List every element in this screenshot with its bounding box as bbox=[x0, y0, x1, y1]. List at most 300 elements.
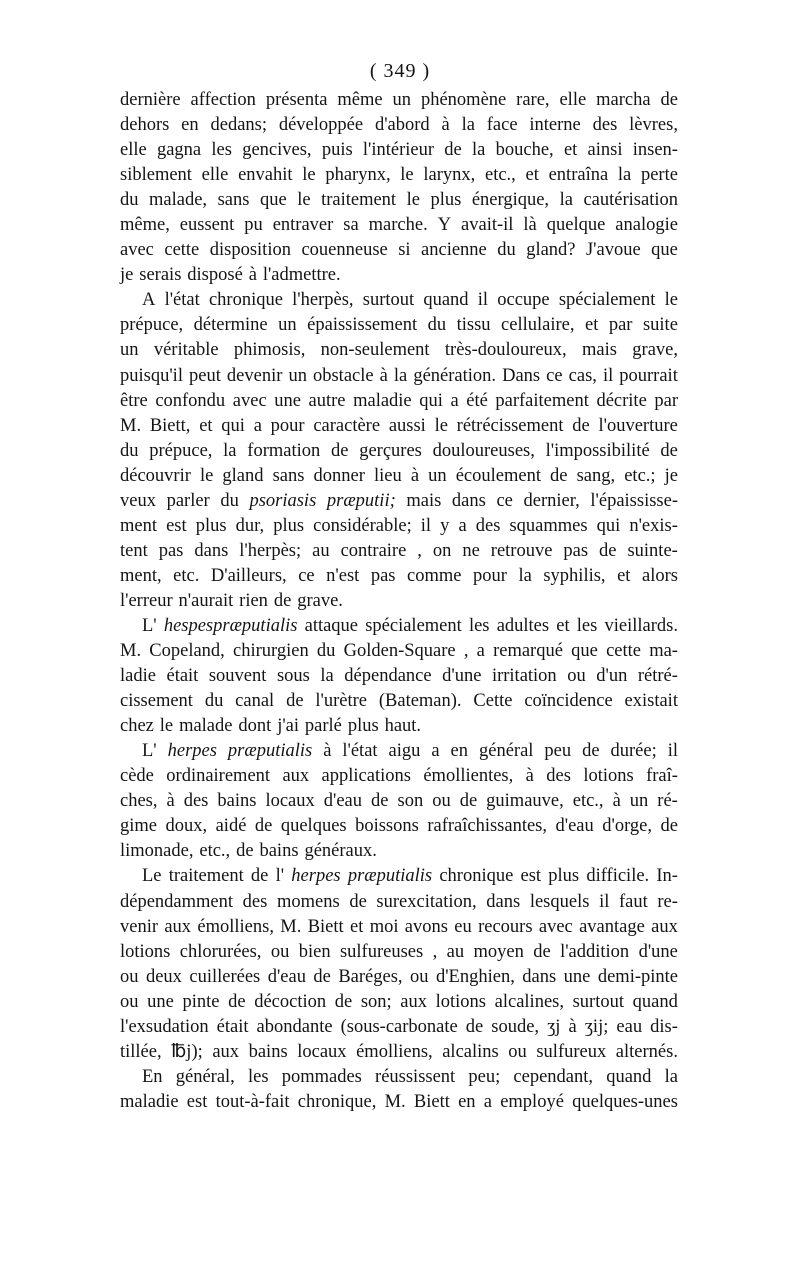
word: les bbox=[576, 615, 598, 636]
word: dehors bbox=[120, 115, 170, 136]
word: interne bbox=[529, 115, 581, 136]
word: syphilis, bbox=[543, 565, 606, 586]
word: de bbox=[660, 816, 678, 837]
text-line bbox=[120, 990, 678, 1015]
word: marcha bbox=[596, 90, 651, 110]
text-line bbox=[120, 614, 678, 639]
word: si bbox=[398, 240, 411, 261]
text-line bbox=[120, 313, 678, 338]
word: adultes bbox=[496, 615, 550, 636]
word: l' bbox=[275, 866, 285, 887]
word: moyen bbox=[473, 941, 524, 962]
text-line bbox=[120, 338, 678, 363]
word: etc., bbox=[199, 841, 231, 862]
word: je bbox=[664, 465, 678, 486]
text-line bbox=[120, 364, 678, 389]
text-line bbox=[120, 138, 678, 163]
word: lotions bbox=[583, 766, 634, 787]
word: dépendance bbox=[344, 666, 432, 687]
word: son; bbox=[360, 991, 392, 1012]
word: prépuce, bbox=[149, 440, 213, 461]
word: affection bbox=[190, 90, 256, 110]
word: la bbox=[393, 365, 408, 386]
word: émollientes, bbox=[423, 766, 514, 787]
word: même, bbox=[120, 215, 170, 236]
word: général bbox=[478, 741, 534, 762]
text-line bbox=[120, 113, 678, 138]
word: pas bbox=[158, 540, 184, 561]
word: attaque bbox=[304, 615, 359, 636]
word: je bbox=[120, 265, 134, 286]
word: dur, bbox=[235, 515, 265, 536]
word: surtout bbox=[362, 290, 415, 311]
word: l'addition bbox=[560, 941, 630, 962]
word: aux bbox=[282, 766, 310, 787]
word: la bbox=[518, 565, 532, 586]
word: tent bbox=[120, 540, 148, 561]
word: du bbox=[204, 691, 224, 712]
word: que bbox=[571, 641, 598, 662]
word: herpes bbox=[167, 741, 217, 762]
word: même bbox=[337, 90, 383, 110]
text-line bbox=[120, 514, 678, 539]
word: ou bbox=[410, 966, 429, 987]
word: souvent bbox=[208, 666, 267, 687]
word: gland? bbox=[526, 240, 576, 261]
word: quand bbox=[606, 1066, 652, 1087]
word: et bbox=[525, 165, 539, 186]
word: præputialis bbox=[227, 741, 313, 762]
text-line bbox=[120, 238, 678, 263]
text-line bbox=[120, 288, 678, 313]
word: sang, bbox=[576, 465, 616, 486]
word: un bbox=[120, 340, 139, 361]
word: Copeland, bbox=[149, 641, 225, 662]
word: formation bbox=[247, 440, 321, 461]
word: le bbox=[297, 190, 311, 211]
text-line bbox=[120, 965, 678, 990]
word: l'urètre bbox=[315, 691, 367, 712]
text-line bbox=[120, 464, 678, 489]
word: n'aurait bbox=[178, 590, 234, 611]
word: de bbox=[236, 841, 254, 862]
word: écoulement bbox=[455, 465, 541, 486]
word: en bbox=[181, 115, 199, 136]
word: surexcitation, bbox=[376, 891, 477, 912]
word: couenneuse bbox=[301, 240, 388, 261]
word: re- bbox=[657, 891, 678, 912]
word: aigu bbox=[388, 741, 421, 762]
word: avec bbox=[120, 240, 154, 261]
word: haut. bbox=[384, 716, 422, 737]
word: recours bbox=[478, 916, 533, 937]
word: les bbox=[247, 1066, 269, 1087]
text-line bbox=[120, 489, 678, 514]
word: qui bbox=[221, 415, 245, 436]
word: à bbox=[248, 265, 257, 286]
word: M. bbox=[280, 916, 302, 937]
text-line bbox=[120, 664, 678, 689]
word: émolliens, bbox=[197, 916, 274, 937]
word: qui bbox=[419, 390, 443, 411]
word: avec bbox=[538, 916, 573, 937]
word: des bbox=[475, 515, 501, 536]
word: entraîna bbox=[548, 165, 609, 186]
word: du bbox=[120, 440, 139, 461]
word: ce bbox=[496, 490, 513, 511]
text-line bbox=[120, 839, 678, 864]
word: et bbox=[617, 565, 631, 586]
word: y bbox=[440, 515, 450, 536]
word: Golden-Square bbox=[343, 641, 456, 662]
word: dans bbox=[486, 891, 521, 912]
word: le bbox=[434, 415, 448, 436]
word: abondante bbox=[256, 1016, 333, 1037]
word: mais bbox=[406, 490, 442, 511]
word: rafraîchissantes, bbox=[427, 816, 548, 837]
word: moi bbox=[369, 916, 399, 937]
word: là bbox=[523, 215, 537, 236]
word: à bbox=[323, 741, 332, 762]
word: de bbox=[334, 991, 353, 1012]
word: l'ouverture bbox=[598, 415, 678, 436]
word: alors bbox=[641, 565, 678, 586]
word: véritable bbox=[153, 340, 219, 361]
word: difficile. bbox=[586, 866, 650, 887]
word: Biett bbox=[307, 916, 344, 937]
text-line bbox=[120, 188, 678, 213]
word: d'eau bbox=[267, 966, 306, 987]
word: comme bbox=[407, 565, 462, 586]
word: des bbox=[183, 791, 209, 812]
text-line bbox=[120, 539, 678, 564]
word: de bbox=[330, 440, 349, 461]
word: pharynx, bbox=[325, 165, 391, 186]
word: rétré- bbox=[637, 666, 678, 687]
word: présenta bbox=[265, 90, 328, 110]
word: chronique bbox=[208, 290, 283, 311]
word: d'eau bbox=[555, 816, 594, 837]
word: squammes bbox=[509, 515, 588, 536]
text-line bbox=[120, 639, 678, 664]
word: momens bbox=[276, 891, 340, 912]
word: parlé bbox=[304, 716, 342, 737]
word: l'état bbox=[164, 290, 200, 311]
word: le bbox=[159, 716, 174, 737]
word: avait-il bbox=[461, 215, 514, 236]
page-number: ( 349 ) bbox=[369, 60, 431, 82]
word: quelque bbox=[546, 215, 606, 236]
word: de bbox=[254, 816, 273, 837]
word: très-douloureux, bbox=[444, 340, 567, 361]
word: du bbox=[497, 240, 516, 261]
word: lieu bbox=[374, 465, 402, 486]
word: maladie bbox=[120, 1091, 179, 1112]
word: en bbox=[450, 741, 469, 762]
word: la bbox=[664, 1066, 678, 1087]
word: il bbox=[602, 365, 614, 386]
word: , bbox=[417, 540, 422, 561]
word: considérable; bbox=[313, 515, 412, 536]
word: (sous-carbonate bbox=[340, 1016, 458, 1037]
word: elle bbox=[559, 90, 587, 110]
word: suinte- bbox=[627, 540, 678, 561]
word: un bbox=[288, 365, 307, 386]
word: gencives, bbox=[242, 140, 312, 161]
word: dedans; bbox=[210, 115, 267, 136]
word: bains bbox=[217, 791, 257, 812]
word: non-seulement bbox=[320, 340, 430, 361]
word: énergique, bbox=[471, 190, 550, 211]
word: ne bbox=[462, 540, 480, 561]
word: j'ai bbox=[277, 716, 300, 737]
word: il bbox=[420, 515, 432, 536]
word: cette bbox=[164, 240, 200, 261]
word: qui bbox=[596, 515, 621, 536]
word: été bbox=[466, 390, 488, 411]
text-line bbox=[120, 714, 678, 739]
word: aux bbox=[212, 1041, 240, 1062]
word: dis- bbox=[650, 1016, 678, 1037]
word: deux bbox=[145, 966, 182, 987]
word: a bbox=[450, 390, 459, 411]
word: doux, bbox=[165, 816, 208, 837]
word: serais bbox=[139, 265, 182, 286]
word: avec bbox=[232, 390, 267, 411]
word: et bbox=[563, 140, 578, 161]
word: quand bbox=[423, 290, 469, 311]
text-line bbox=[120, 163, 678, 188]
word: et bbox=[556, 615, 570, 636]
word: occupe bbox=[497, 290, 550, 311]
word: sulfureuses bbox=[339, 941, 424, 962]
text-line bbox=[120, 689, 678, 714]
word: lèvres, bbox=[629, 115, 678, 136]
word: Biett, bbox=[149, 415, 191, 436]
word: chronique, bbox=[297, 1091, 377, 1112]
word: dernière bbox=[120, 90, 181, 110]
word: irritation bbox=[491, 666, 557, 687]
word: ce bbox=[298, 565, 315, 586]
word: J'avoue bbox=[585, 240, 641, 261]
word: a bbox=[476, 641, 485, 662]
word: épaississement bbox=[307, 315, 418, 336]
word: malade bbox=[179, 716, 233, 737]
word: autre bbox=[308, 390, 346, 411]
word: pourrait bbox=[619, 365, 678, 386]
text-line bbox=[120, 940, 678, 965]
word: pas bbox=[563, 540, 589, 561]
word: canal bbox=[235, 691, 275, 712]
word: demi-pinte bbox=[597, 966, 678, 987]
word: D'ailleurs, bbox=[210, 565, 287, 586]
word: que bbox=[259, 190, 287, 211]
word: bains bbox=[259, 841, 299, 862]
word: le bbox=[664, 290, 678, 311]
word: tout-à-fait bbox=[215, 1091, 290, 1112]
word: tissu bbox=[456, 315, 491, 336]
word: plus bbox=[195, 515, 227, 536]
word: Y bbox=[437, 215, 452, 236]
word: émolliens, bbox=[356, 1041, 433, 1062]
word: avantage bbox=[579, 916, 645, 937]
word: ches, bbox=[120, 791, 158, 812]
word: général, bbox=[175, 1066, 235, 1087]
word: traitement bbox=[321, 190, 397, 211]
word: vieillards. bbox=[604, 615, 678, 636]
word: cède bbox=[120, 766, 154, 787]
word: cependant, bbox=[513, 1066, 594, 1087]
word: l'épaississe- bbox=[590, 490, 678, 511]
word: aussi bbox=[388, 415, 426, 436]
word: ce bbox=[546, 365, 563, 386]
word: pas bbox=[370, 565, 396, 586]
word: au bbox=[312, 540, 330, 561]
word: de bbox=[313, 966, 331, 987]
word: face bbox=[486, 115, 518, 136]
text-line bbox=[120, 439, 678, 464]
word: sous bbox=[276, 666, 310, 687]
word: En bbox=[142, 1066, 163, 1087]
word: ou bbox=[567, 666, 586, 687]
word: L' bbox=[142, 741, 157, 762]
word: la bbox=[461, 115, 475, 136]
word: , bbox=[432, 941, 438, 962]
word: à bbox=[525, 766, 534, 787]
word: peu; bbox=[468, 1066, 501, 1087]
word: un bbox=[392, 90, 412, 110]
word: alcalins bbox=[442, 1041, 499, 1062]
word: ment bbox=[120, 515, 157, 536]
word: est bbox=[520, 866, 542, 887]
word: ma- bbox=[649, 641, 678, 662]
word: douloureuses, bbox=[432, 440, 535, 461]
word: quelques-unes bbox=[572, 1091, 678, 1112]
word: cas, bbox=[568, 365, 597, 386]
word: de bbox=[250, 866, 269, 887]
word: envahit bbox=[238, 165, 293, 186]
word: ordinairement bbox=[166, 766, 271, 787]
word: ré- bbox=[657, 791, 678, 812]
word: rétrécissement bbox=[456, 415, 564, 436]
word: employé bbox=[500, 1091, 564, 1112]
word: par bbox=[608, 315, 633, 336]
word: sa bbox=[343, 215, 359, 236]
word: siblement bbox=[120, 165, 192, 186]
word: plus bbox=[430, 190, 462, 211]
word: M. bbox=[120, 415, 142, 436]
word: lotions bbox=[435, 991, 487, 1012]
text-line bbox=[120, 915, 678, 940]
word: génération. bbox=[413, 365, 497, 386]
word: analogie bbox=[615, 215, 678, 236]
word: sans bbox=[217, 190, 250, 211]
word: être bbox=[120, 390, 148, 411]
text-line bbox=[120, 1015, 678, 1040]
word: venir bbox=[120, 916, 159, 937]
word: réussissent bbox=[375, 1066, 456, 1087]
word: contraire bbox=[340, 540, 407, 561]
word: ment, bbox=[120, 565, 162, 586]
word: l'impossibilité bbox=[545, 440, 650, 461]
word: par bbox=[654, 390, 678, 411]
word: le bbox=[302, 165, 316, 186]
word: ou bbox=[120, 991, 139, 1012]
word: à bbox=[612, 791, 621, 812]
word: était bbox=[216, 1016, 249, 1037]
word: ℔j); bbox=[171, 1041, 203, 1062]
word: Dans bbox=[502, 365, 541, 386]
word: aux bbox=[651, 916, 678, 937]
word: dont bbox=[238, 716, 272, 737]
word: l'erreur bbox=[120, 590, 173, 611]
word: tillée, bbox=[120, 1041, 162, 1062]
text-line bbox=[120, 764, 678, 789]
word: aux bbox=[164, 916, 192, 937]
word: Baréges, bbox=[338, 966, 403, 987]
word: Cette bbox=[473, 691, 513, 712]
word: un bbox=[428, 465, 447, 486]
text-line bbox=[120, 890, 678, 915]
word: surtout bbox=[572, 991, 624, 1012]
word: l'herpès, bbox=[292, 290, 354, 311]
word: Biett bbox=[413, 1091, 450, 1112]
word: elle bbox=[120, 140, 147, 161]
text-line bbox=[120, 389, 678, 414]
word: insen- bbox=[632, 140, 678, 161]
word: parler bbox=[166, 490, 210, 511]
word: larynx, bbox=[423, 165, 476, 186]
word: de bbox=[599, 540, 617, 561]
word: L' bbox=[142, 615, 157, 636]
word: est bbox=[186, 1091, 208, 1112]
word: dernier, bbox=[523, 490, 580, 511]
word: præputialis bbox=[347, 866, 433, 887]
word: a bbox=[458, 515, 467, 536]
word: décrite bbox=[596, 390, 647, 411]
word: malade, bbox=[149, 190, 208, 211]
word: plus bbox=[548, 866, 580, 887]
word: lotions bbox=[120, 941, 171, 962]
word: il bbox=[667, 741, 678, 762]
word: disposition bbox=[209, 240, 291, 261]
word: du bbox=[120, 190, 139, 211]
word: de bbox=[444, 140, 462, 161]
word: coïncidence bbox=[524, 691, 613, 712]
word: et bbox=[350, 916, 364, 937]
word: gerçures bbox=[359, 440, 422, 461]
word: dépendamment bbox=[120, 891, 234, 912]
word: l'admettre. bbox=[262, 265, 341, 286]
word: n'est bbox=[326, 565, 360, 586]
word: de bbox=[660, 440, 678, 461]
word: limonade, bbox=[120, 841, 194, 862]
word: et bbox=[584, 315, 599, 336]
word: chez bbox=[120, 716, 154, 737]
word: de bbox=[273, 590, 292, 611]
word: le bbox=[406, 190, 420, 211]
word: au bbox=[446, 941, 465, 962]
word: sans bbox=[272, 465, 305, 486]
word: la bbox=[617, 165, 632, 186]
word: suite bbox=[642, 315, 678, 336]
word: etc., bbox=[484, 165, 516, 186]
word: n'exis- bbox=[629, 515, 678, 536]
word: phimosis, bbox=[233, 340, 306, 361]
word: a bbox=[253, 415, 262, 436]
word: confondu bbox=[155, 390, 226, 411]
word: elle bbox=[201, 165, 229, 186]
